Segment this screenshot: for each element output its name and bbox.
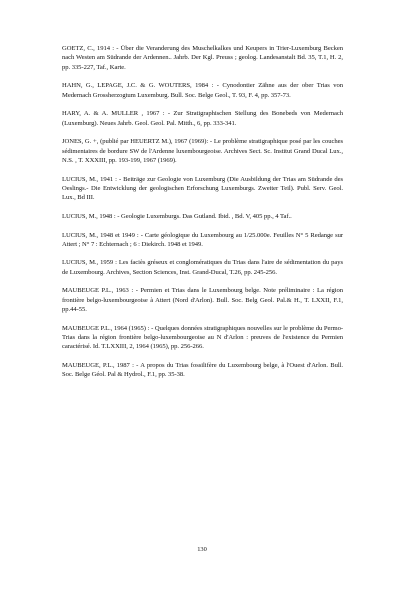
reference-lucius-1948b: LUCIUS, M., 1948 et 1949 : - Carte géologique du Luxembourg au 1/25.000e. Feuilles N° 5 Redange sur Attert ; N° 7 : Echternach ; 6 : Diekirch. 1948 et 1949. bbox=[62, 231, 343, 248]
reference-maubeuge-1963: MAUBEUGE P.L., 1963 : - Permien et Trias dans le Luxembourg belge. Note préliminaire : La région frontière belgo-luxembourgeoise à Attert (Nord d'Arlon). Bull. Soc. Belg Geol. Pal.& H., T. LXXII, F.1, pp.44-55. bbox=[62, 287, 343, 314]
reference-maubeuge-1987: MAUBEUGE, P.L., 1987 : - A propos du Trias fossilifère du Luxembourg belge, à l'Ouest d'Arlon. Bull. Soc. Belge Géol. Pal & Hydrol., F.1, pp. 35-38. bbox=[62, 362, 343, 379]
reference-list bbox=[62, 44, 343, 389]
reference-lucius-1948a: LUCIUS, M., 1948 : - Geologie Luxemburgs. Das Gutland. Ibid. , Bd. V, 405 pp., 4 Taf.. bbox=[62, 212, 292, 220]
reference-goetz-1914: GOETZ, C., 1914 : - Über die Veranderung des Muschelkalkes und Keupers in Trier-Luxemburg Becken nach Westen am Südrande der Ardennen.. Jahrb. Der Kgl. Preuss ; geolog. Landesanstalt Bd. 35, T.1, H. 2, pp. 335-227, Taf., Karte. bbox=[62, 45, 343, 71]
reference-hahn-1984: HAHN, G., LEPAGE, J.C. & G. WOUTERS, 1984 : - Cynodontier Zähne aus der ober Trias von Medernach Grossherzogtum Luxemburg. Bull. Soc. Belge Geol., T. 93, F. 4, pp. 357-73. bbox=[62, 82, 343, 99]
reference-jones-1967: JONES, G. +, (publié par HEUERTZ M.), 1967 (1969): - Le problème stratigraphique posé par les couches sédimentaires de bordure SW de l'Ardenne luxembourgeoise. Archives Sect. Sc. Institut Grand Ducal Lux., N.S. , T. XXXIII, pp. 193-199, 1967 (1969). bbox=[62, 138, 343, 164]
reference-maubeuge-1964: MAUBEUGE P.L., 1964 (1965) : - Quelques données stratigraphiques nouvelles sur le problème du Permo-Trias dans la région frontière belgo-luxembourgeoise au N d'Arlon : preuves de l'existence du Permien caractérisé. Id. T.LXXIII, 2, 1964 (1965), pp. 256-266. bbox=[62, 324, 343, 351]
reference-lucius-1959: LUCIUS, M., 1959 : Les faciès gréseux et conglomératiques du Trias dans l'aire de sédimentation du pays de Luxembourg. Archives, Section Sciences, Inst. Grand-Ducal, T.26, pp. 245-256. bbox=[62, 259, 343, 276]
reference-hary-1967: HARY, A. & A. MULLER , 1967 : - Zur Stratigraphischen Stellung des Bonebeds von Medernach (Luxemburg). Neues Jahrb. Geol. Geol. Pal. Mitth., 6, pp. 333-341. bbox=[62, 110, 343, 127]
reference-lucius-1941: LUCIUS, M., 1941 : - Beiträge zur Geologie von Luxemburg (Die Ausbildung der Trias am Südrande des Oeslings.- Die Entwicklung der geologischen Erforschung Luxemburgs. Zweiter Teil). Publ. Serv. Geol. Lux., Bd III. bbox=[62, 175, 343, 202]
page-number: 130 bbox=[197, 546, 207, 553]
